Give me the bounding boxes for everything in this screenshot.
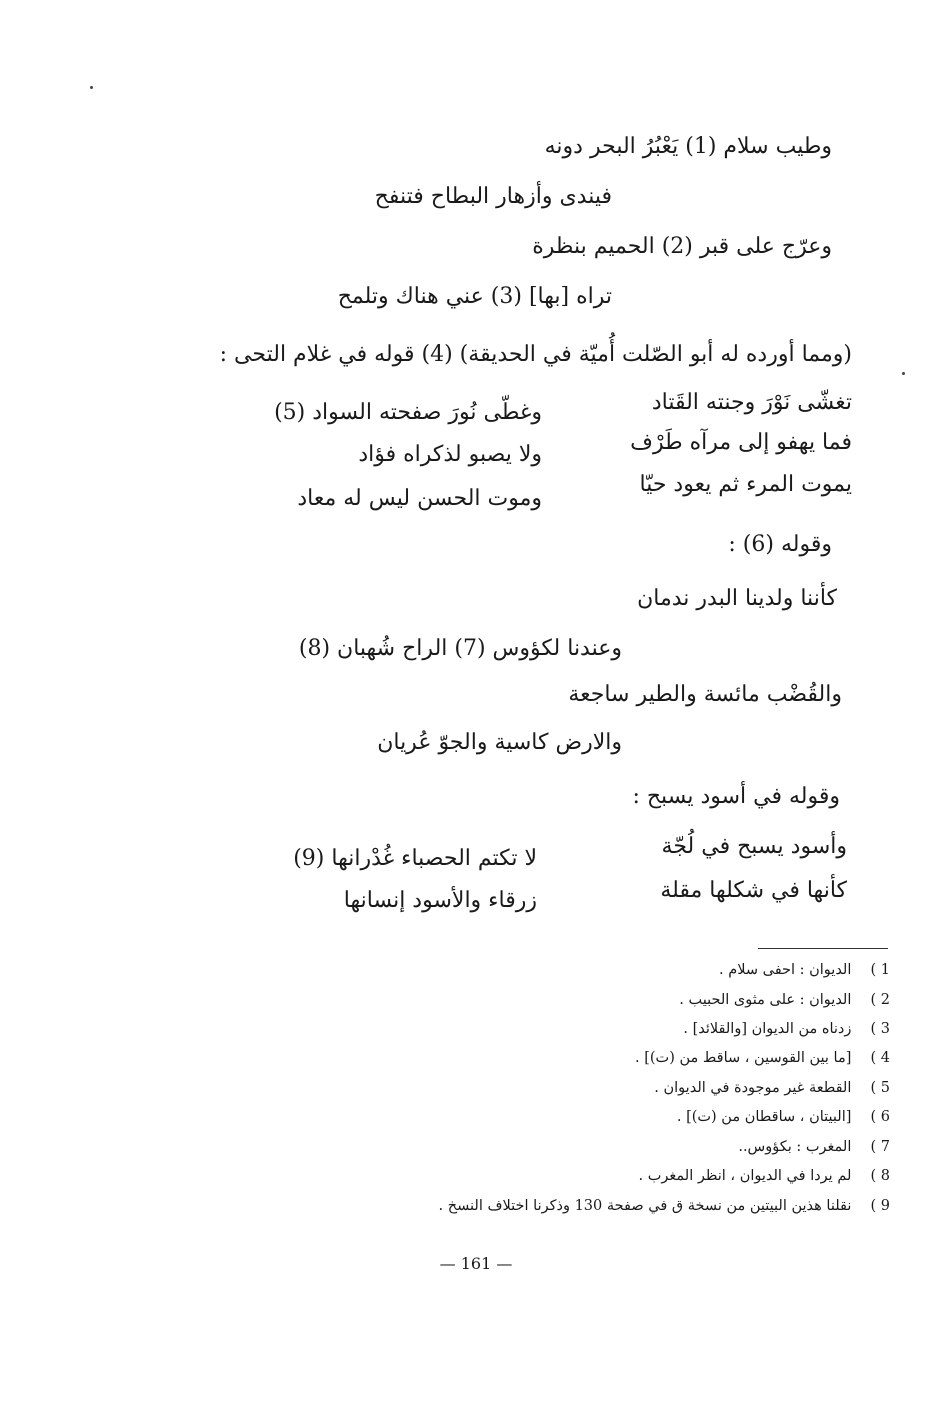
section-intro: (ومما أورده له أبو الصّلت أُميّة في الحديقة) (4) قوله في غلام التحى : <box>219 342 852 367</box>
verse-line: كأننا ولدينا البدر ندمان <box>637 586 837 611</box>
footnote-number: 4 ) <box>870 1050 890 1066</box>
footnote-text: نقلنا هذين البيتين من نسخة ق في صفحة 130 وذكرنا اختلاف النسخ . <box>438 1198 852 1214</box>
couplet-first-hemistich: كأنها في شكلها مقلة <box>660 878 847 903</box>
footnote-number: 9 ) <box>870 1198 890 1214</box>
footnote-number: 3 ) <box>870 1021 890 1037</box>
couplet-second-hemistich: وموت الحسن ليس له معاد <box>297 486 542 511</box>
footnote-text: القطعة غير موجودة في الديوان . <box>654 1080 852 1096</box>
footnote-text: لم يردا في الديوان ، انظر المغرب . <box>638 1168 852 1184</box>
footnote-number: 8 ) <box>870 1168 890 1184</box>
page-number: — 161 — <box>439 1254 513 1273</box>
couplet-first-hemistich: تغشّى نَوْرَ وجنته القَتاد <box>651 390 852 415</box>
footnote <box>679 990 890 1010</box>
couplet-first-hemistich: وأسود يسبح في لُجّة <box>661 834 847 859</box>
footnote <box>683 1019 890 1039</box>
scan-speck <box>902 372 905 375</box>
couplet-second-hemistich: وغطّى نُورَ صفحته السواد (5) <box>274 400 542 425</box>
footnote-text: [البيتان ، ساقطان من (ت)] . <box>676 1109 852 1125</box>
footnote <box>738 1137 890 1157</box>
scan-speck <box>90 86 93 89</box>
verse-line: وطيب سلام (1) يَعْبُرُ البحر دونه <box>544 134 832 159</box>
footnote <box>719 960 890 980</box>
couplet-second-hemistich: لا تكتم الحصباء غُدْرانها (9) <box>293 846 537 871</box>
footnote-text: الديوان : احفى سلام . <box>719 962 852 978</box>
verse-line: والارض كاسية والجوّ عُريان <box>377 730 622 755</box>
verse-line: والقُضْب مائسة والطير ساجعة <box>568 682 842 707</box>
footnote <box>635 1048 890 1068</box>
couplet-first-hemistich: يموت المرء ثم يعود حيّا <box>639 472 852 497</box>
footnote-number: 7 ) <box>870 1139 890 1155</box>
footnote-separator <box>758 948 888 949</box>
footnote-number: 6 ) <box>870 1109 890 1125</box>
verse-line: فيندى وأزهار البطاح فتنفح <box>374 184 612 209</box>
verse-line: تراه [بها] (3) عني هناك وتلمح <box>337 284 612 309</box>
couplet-first-hemistich: فما يهفو إلى مرآه طَرْف <box>630 430 852 455</box>
footnote-number: 1 ) <box>870 962 890 978</box>
footnote <box>439 1196 890 1216</box>
couplet-second-hemistich: ولا يصبو لذكراه فؤاد <box>358 442 542 467</box>
section-intro: وقوله (6) : <box>728 532 832 557</box>
section-intro: وقوله في أسود يسبح : <box>632 784 840 809</box>
footnote-number: 2 ) <box>870 992 890 1008</box>
couplet-second-hemistich: زرقاء والأسود إنسانها <box>343 888 537 913</box>
footnote-text: [ما بين القوسين ، ساقط من (ت)] . <box>635 1050 852 1066</box>
footnote-text: زدناه من الديوان [والقلائد] . <box>683 1021 852 1037</box>
footnote <box>654 1078 890 1098</box>
footnote <box>639 1166 890 1186</box>
verse-line: وعرّج على قبر (2) الحميم بنظرة <box>532 234 832 259</box>
verse-line: وعندنا لكؤوس (7) الراح شُهبان (8) <box>298 636 622 661</box>
footnote-text: الديوان : على مثوى الحبيب . <box>679 992 852 1008</box>
footnote-number: 5 ) <box>870 1080 890 1096</box>
footnote <box>677 1107 890 1127</box>
footnote-text: المغرب : بكؤوس.. <box>738 1139 852 1155</box>
